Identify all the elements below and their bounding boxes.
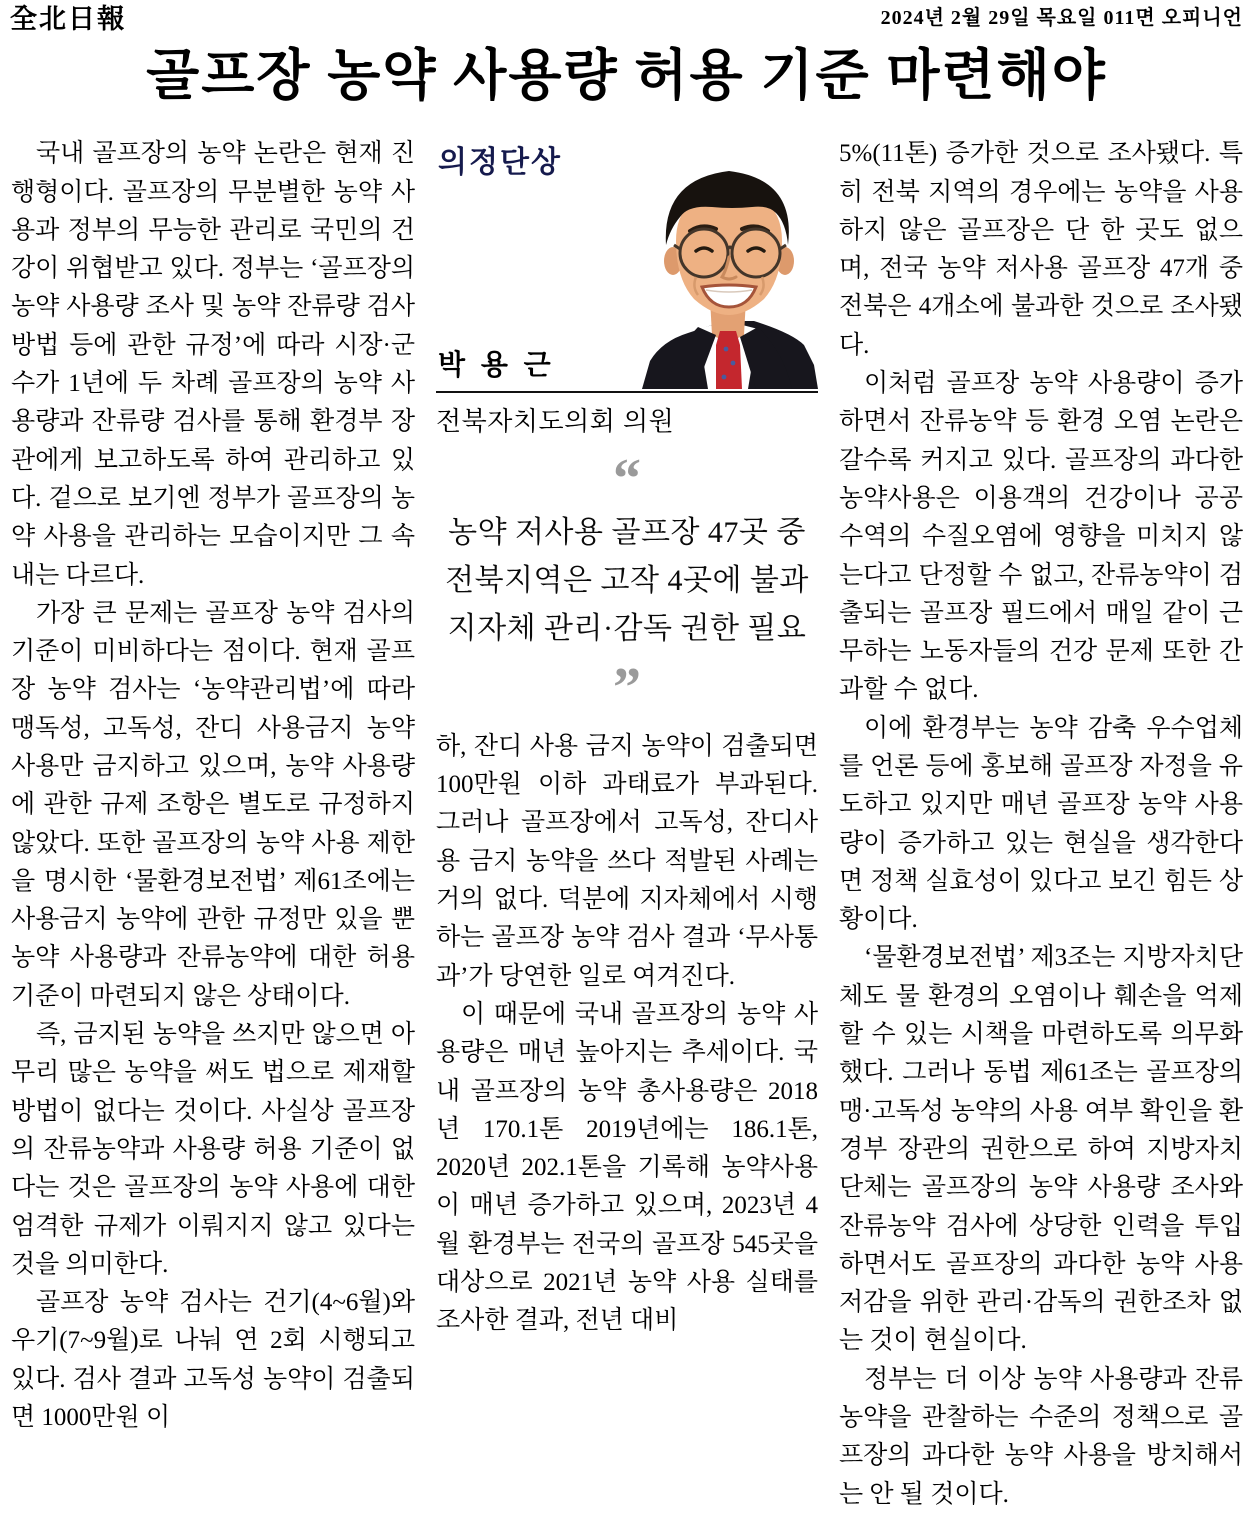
- open-quote-icon: “: [613, 448, 641, 511]
- pull-quote-text: [436, 509, 818, 653]
- paragraph: 가장 큰 문제는 골프장 농약 검사의 기준이 미비하다는 점이다. 현재 골프장 농약 검사는 ‘농약관리법’에 따라 맹독성, 고독성, 잔디 사용금지 농약 사용만 금지하고 있으며, 농약 사용량에 관한 규제 조항은 별도로 규정하지 않았다. 또한 골프장의 농약 사용 제한을 명시한 ‘물환경보전법’ 제61조에는 사용금지 농약에 관한 규정만 있을 뿐 농약 사용량과 잔류농약에 대한 허용 기준이 마련되지 않은 상태이다.: [11, 599, 415, 1010]
- paragraph: 즉, 금지된 농약을 쓰지만 않으면 아무리 많은 농약을 써도 법으로 제재할 방법이 없다는 것이다. 사실상 골프장의 잔류농약과 사용량 허용 기준이 없다는 것은 골프장의 농약 사용에 대한 엄격한 규제가 이뤄지지 않고 있다는 것을 의미한다.: [11, 1021, 415, 1278]
- pull-quote: [436, 448, 818, 720]
- author-title: 전북자치도의회 의원: [436, 406, 675, 437]
- column-2-text: [436, 728, 818, 1341]
- paragraph: 골프장 농약 검사는 건기(4~6월)와 우기(7~9월)로 나눠 연 2회 시행되고 있다. 검사 결과 고독성 농약이 검출되면 1000만원 이: [11, 1289, 415, 1432]
- pull-quote-line: 농약 저사용 골프장 47곳 중: [448, 516, 806, 550]
- paragraph: 5%(11톤) 증가한 것으로 조사됐다. 특히 전북 지역의 경우에는 농약을 사용하지 않은 골프장은 단 한 곳도 없으며, 전국 농약 저사용 골프장 47개 중 전북은 4개소에 불과한 것으로 조사됐다.: [839, 140, 1243, 359]
- paragraph: 이에 환경부는 농약 감축 우수업체를 언론 등에 홍보해 골프장 자정을 유도하고 있지만 매년 골프장 농약 사용량이 증가하고 있는 현실을 생각한다면 정책 실효성이 있다고 보긴 힘든 상황이다.: [839, 714, 1243, 934]
- column-3: [839, 135, 1243, 1514]
- author-photo: [636, 149, 818, 389]
- column-label: 의정단상: [438, 146, 562, 180]
- pull-quote-line: 지자체 관리·감독 권한 필요: [447, 612, 807, 646]
- column-2: [436, 135, 818, 1514]
- paragraph: ‘물환경보전법’ 제3조는 지방자치단체도 물 환경의 오염이나 훼손을 억제할 수 있는 시책을 마련하도록 의무화했다. 그러나 동법 제61조는 골프장의 맹·고독성 농약의 사용 여부 확인을 환경부 장관의 권한으로 하여 지방자치단체는 골프장의 농약 사용량 조사와 잔류농약 검사에 상당한 인력을 투입하면서도 골프장의 과다한 농약 사용 저감을 위한 관리·감독의 권한조차 없는 것이 현실이다.: [839, 944, 1243, 1355]
- paragraph: 국내 골프장의 농약 논란은 현재 진행형이다. 골프장의 무분별한 농약 사용과 정부의 무능한 관리로 국민의 건강이 위협받고 있다. 정부는 ‘골프장의 농약 사용량 조사 및 농약 잔류량 검사방법 등에 관한 규정’에 따라 시장·군수가 1년에 두 차례 골프장의 농약 사용량과 잔류량 검사를 통해 환경부 장관에게 보고하도록 하여 관리하고 있다. 겉으로 보기엔 정부가 골프장의 농약 사용을 관리하는 모습이지만 그 속내는 다르다.: [11, 140, 415, 589]
- article-headline: 골프장 농약 사용량 허용 기준 마련해야: [146, 45, 1107, 106]
- date-page-line: 2024년 2월 29일 목요일 011면 오피니언: [880, 7, 1243, 29]
- article-body: [0, 135, 1253, 1514]
- paragraph: 이처럼 골프장 농약 사용량이 증가하면서 잔류농약 등 환경 오염 논란은 갈수록 커지고 있다. 골프장의 과다한 농약사용은 이용객의 건강이나 공공수역의 수질오염에 영향을 미치지 않는다고 단정할 수 없고, 잔류농약이 검출되는 골프장 필드에서 매일 같이 근무하는 노동자들의 건강 문제 또한 간과할 수 없다.: [839, 370, 1243, 704]
- author-block: [436, 135, 818, 393]
- column-1: [11, 135, 415, 1514]
- paragraph: 정부는 더 이상 농약 사용량과 잔류농약을 관찰하는 수준의 정책으로 골프장의 과다한 농약 사용을 방치해서는 안 될 것이다.: [839, 1365, 1243, 1508]
- paragraph: 하, 잔디 사용 금지 농약이 검출되면 100만원 이하 과태료가 부과된다. 그러나 골프장에서 고독성, 잔디사용 금지 농약을 쓰다 적발된 사례는 거의 없다. 덕분에 지자체에서 시행하는 골프장 농약 검사 결과 ‘무사통과’가 당연한 일로 여겨진다.: [436, 732, 818, 990]
- newspaper-logo: 全北日報: [10, 4, 126, 34]
- close-quote-icon: ”: [613, 657, 641, 720]
- masthead: [0, 0, 1253, 36]
- author-name: 박 용 근: [438, 349, 555, 381]
- pull-quote-line: 전북지역은 고작 4곳에 불과: [445, 564, 809, 598]
- paragraph: 이 때문에 국내 골프장의 농약 사용량은 매년 높아지는 추세이다. 국내 골프장의 농약 총사용량은 2018년 170.1톤 2019년에는 186.1톤, 2020년 202.1톤을 기록해 농약사용이 매년 증가하고 있으며, 2023년 4월 환경부는 전국의 골프장 545곳을 대상으로 2021년 농약 사용 실태를 조사한 결과, 전년 대비: [436, 1000, 818, 1335]
